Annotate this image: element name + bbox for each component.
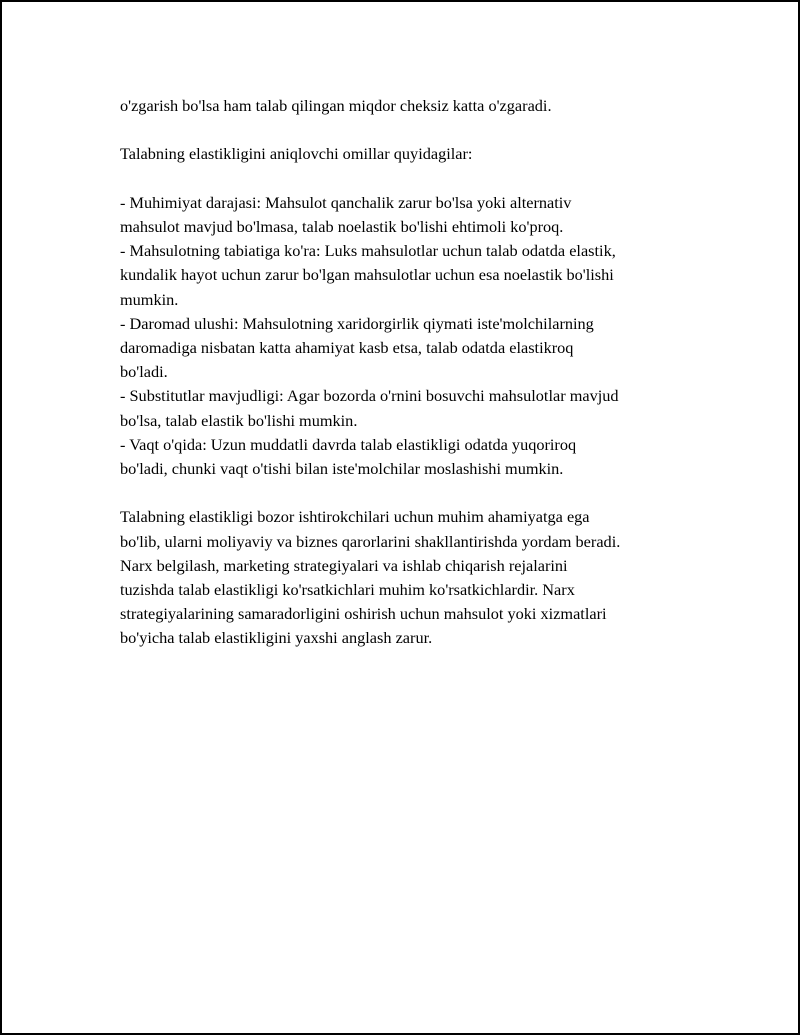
paragraph-gap [120,481,720,505]
document-body [120,94,720,651]
paragraph-gap [120,167,720,191]
factor-substitutlar: - Substitutlar mavjudligi: Agar bozorda o'rnini bosuvchi mahsulotlar mavjud bo'lsa, talab elastik bo'lishi mumkin. [120,386,619,430]
factor-tabiat: - Mahsulotning tabiatiga ko'ra: Luks mahsulotlar uchun talab odatda elastik, kundalik hayot uchun zarur bo'lgan mahsulotlar uchun esa noelastik bo'lishi mumkin. [120,241,616,309]
factor-daromad: - Daromad ulushi: Mahsulotning xaridorgirlik qiymati iste'molchilarning daromadiga nisbatan katta ahamiyat kasb etsa, talab odatda elastikroq bo'ladi. [120,313,594,382]
conclusion-paragraph: Talabning elastikligi bozor ishtirokchilari uchun muhim ahamiyatga ega bo'lib, ularni moliyaviy va biznes qarorlarini shakllantirishda yordam beradi. Narx belgilash, marketing strategiyalari va ishlab chiqarish rejalarini tuzishda talab elastikligi ko'rsatkichlari muhim ko'rsatkichlardir. Narx strategiyalarining samaradorligini oshirish uchun mahsulot yoki xizmatlari bo'yicha talab elastikligini yaxshi anglash zarur. [120,507,621,648]
factor-vaqt: - Vaqt o'qida: Uzun muddatli davrda talab elastikligi odatda yuqoriroq bo'ladi, chunki vaqt o'tishi bilan iste'molchilar moslashishi mumkin. [120,434,577,479]
factor-muhimiyat: - Muhimiyat darajasi: Mahsulot qanchalik zarur bo'lsa yoki alternativ mahsulot mavjud bo'lmasa, talab noelastik bo'lishi ehtimoli ko'proq. [120,192,572,236]
paragraph-gap [120,118,720,142]
intro-line: Talabning elastikligini aniqlovchi omillar quyidagilar: [120,144,473,164]
opening-line: o'zgarish bo'lsa ham talab qilingan miqdor cheksiz katta o'zgaradi. [120,96,552,115]
